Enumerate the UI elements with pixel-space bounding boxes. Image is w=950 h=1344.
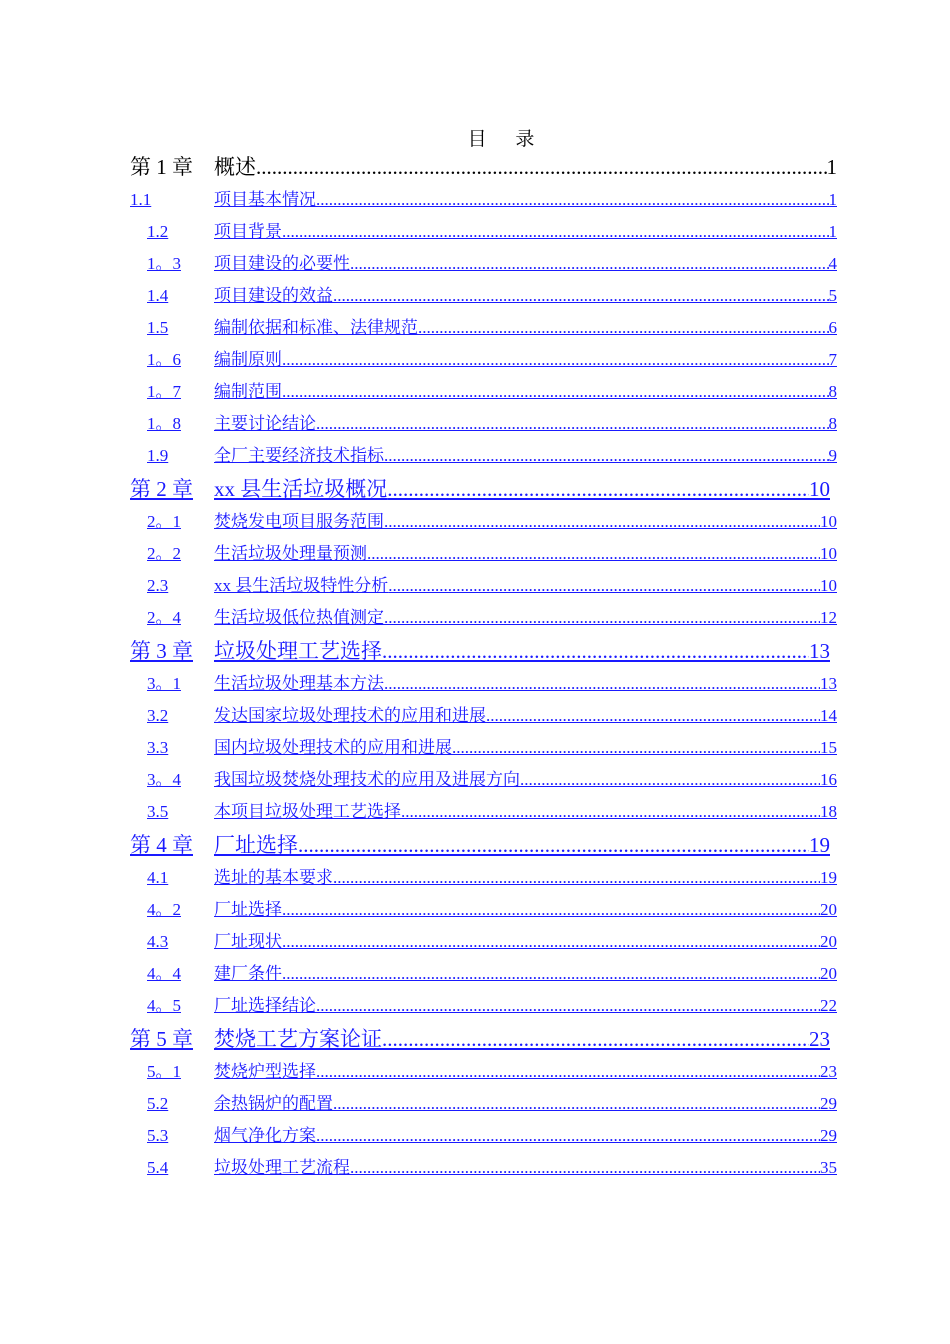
toc-section-entry[interactable] xyxy=(130,1120,837,1152)
toc-entry-label: 厂址选择 xyxy=(214,900,282,919)
toc-entry-page-number: 7 xyxy=(828,350,837,369)
dot-leader xyxy=(316,1120,820,1152)
toc-entry-label: 国内垃圾处理技术的应用和进展 xyxy=(214,738,452,757)
toc-section-entry[interactable] xyxy=(130,506,837,538)
toc-section-entry[interactable] xyxy=(130,668,837,700)
toc-entry-number: 5.3 xyxy=(147,1126,169,1145)
dot-leader xyxy=(333,280,829,312)
dot-leader xyxy=(282,958,820,990)
toc-entry-label: 主要讨论结论 xyxy=(214,414,316,433)
dot-leader xyxy=(333,862,820,894)
toc-entry-label: 建厂条件 xyxy=(214,964,282,983)
toc-entry-page-number: 29 xyxy=(820,1126,837,1145)
toc-entry-label: 余热锅炉的配置 xyxy=(214,1094,333,1113)
toc-entry-label: 编制范围 xyxy=(214,382,282,401)
dot-leader xyxy=(520,764,820,796)
toc-entry-page-number: 19 xyxy=(809,833,830,857)
dot-leader xyxy=(350,248,829,280)
toc-entry-page-number: 6 xyxy=(828,318,837,337)
toc-section-entry[interactable] xyxy=(130,732,837,764)
toc-section-entry[interactable] xyxy=(130,958,837,990)
dot-leader xyxy=(384,506,820,538)
toc-chapter-entry xyxy=(130,150,837,184)
toc-entry-page-number: 19 xyxy=(820,868,837,887)
toc-entry-label: 选址的基本要求 xyxy=(214,868,333,887)
toc-entry-page-number: 5 xyxy=(828,286,837,305)
toc-entry-label: 编制原则 xyxy=(214,350,282,369)
toc-entry-number: 第 1 章 xyxy=(130,155,193,179)
dot-leader xyxy=(401,796,820,828)
toc-entry-number: 第 3 章 xyxy=(130,639,193,663)
toc-entry-label: 本项目垃圾处理工艺选择 xyxy=(214,802,401,821)
toc-entry-number: 第 5 章 xyxy=(130,1027,193,1051)
toc-entry-label: xx 县生活垃圾特性分析 xyxy=(214,576,389,595)
toc-entry-page-number: 22 xyxy=(820,996,837,1015)
toc-entry-number: 3.3 xyxy=(147,738,169,757)
dot-leader xyxy=(486,700,820,732)
toc-section-entry[interactable] xyxy=(130,216,837,248)
toc-chapter-entry[interactable] xyxy=(130,1022,830,1056)
toc-entry-number: 2。2 xyxy=(147,544,181,563)
toc-chapter-entry[interactable] xyxy=(130,828,830,862)
toc-entry-number: 1.9 xyxy=(147,446,169,465)
dot-leader xyxy=(350,1152,820,1184)
toc-entry-label: 全厂主要经济技术指标 xyxy=(214,446,384,465)
dot-leader xyxy=(382,1022,809,1056)
toc-section-entry[interactable] xyxy=(130,312,837,344)
toc-entry-number: 3。1 xyxy=(147,674,181,693)
toc-entry-page-number: 1 xyxy=(828,222,837,241)
toc-section-entry[interactable] xyxy=(130,862,837,894)
toc-entry-label: 烟气净化方案 xyxy=(214,1126,316,1145)
toc-section-entry[interactable] xyxy=(130,280,837,312)
toc-entry-label: 我国垃圾焚烧处理技术的应用及进展方向 xyxy=(214,770,520,789)
toc-entry-label: 焚烧炉型选择 xyxy=(214,1062,316,1081)
toc-entry-page-number: 10 xyxy=(820,576,837,595)
toc-entry-number: 3.5 xyxy=(147,802,169,821)
toc-section-entry[interactable] xyxy=(130,894,837,926)
toc-entry-label: 项目背景 xyxy=(214,222,282,241)
toc-entry-number: 1。8 xyxy=(147,414,181,433)
toc-chapter-entry[interactable] xyxy=(130,472,830,506)
toc-section-entry[interactable] xyxy=(130,602,837,634)
toc-entry-label: 项目建设的必要性 xyxy=(214,254,350,273)
toc-entry-number: 1。6 xyxy=(147,350,181,369)
toc-entry-page-number: 35 xyxy=(820,1158,837,1177)
toc-chapter-entry[interactable] xyxy=(130,634,830,668)
toc-entry-page-number: 10 xyxy=(820,544,837,563)
toc-entry-number: 3。4 xyxy=(147,770,181,789)
toc-entry-label: 编制依据和标准、法律规范 xyxy=(214,318,418,337)
toc-entry-page-number: 1 xyxy=(828,190,837,209)
dot-leader xyxy=(282,344,829,376)
toc-section-entry[interactable] xyxy=(130,1056,837,1088)
dot-leader xyxy=(282,894,820,926)
toc-entry-page-number: 1 xyxy=(826,155,837,179)
toc-entry-page-number: 23 xyxy=(820,1062,837,1081)
dot-leader xyxy=(387,472,809,506)
dot-leader xyxy=(298,828,809,862)
toc-section-entry[interactable] xyxy=(130,764,837,796)
toc-entry-label: 生活垃圾低位热值测定 xyxy=(214,608,384,627)
toc-title: 目 录 xyxy=(467,129,547,150)
toc-entry-number: 1.1 xyxy=(130,190,152,209)
toc-entry-page-number: 20 xyxy=(820,900,837,919)
toc-entry-label: 发达国家垃圾处理技术的应用和进展 xyxy=(214,706,486,725)
dot-leader xyxy=(384,668,820,700)
toc-section-entry[interactable] xyxy=(130,248,837,280)
toc-entry-label: 厂址选择 xyxy=(214,833,298,857)
dot-leader xyxy=(282,926,820,958)
toc-entry-page-number: 15 xyxy=(820,738,837,757)
toc-entry-number: 4。5 xyxy=(147,996,181,1015)
toc-entry-label: 生活垃圾处理量预测 xyxy=(214,544,367,563)
toc-entry-number: 5.2 xyxy=(147,1094,169,1113)
toc-entry-page-number: 9 xyxy=(828,446,837,465)
toc-section-entry[interactable] xyxy=(130,344,837,376)
toc-entry-label: 厂址现状 xyxy=(214,932,282,951)
toc-section-entry[interactable] xyxy=(130,1152,837,1184)
toc-section-entry[interactable] xyxy=(130,408,837,440)
toc-entry-label: 焚烧工艺方案论证 xyxy=(214,1027,382,1051)
toc-entry-label: 项目建设的效益 xyxy=(214,286,333,305)
dot-leader xyxy=(367,538,820,570)
dot-leader xyxy=(384,440,829,472)
toc-entry-number: 1.5 xyxy=(147,318,169,337)
dot-leader xyxy=(282,216,829,248)
toc-section-entry[interactable] xyxy=(130,1088,837,1120)
dot-leader xyxy=(388,570,820,602)
toc-entry-label: 垃圾处理工艺选择 xyxy=(214,639,382,663)
toc-entry-label: xx 县生活垃圾概况 xyxy=(214,477,388,501)
toc-entry-number: 5。1 xyxy=(147,1062,181,1081)
toc-entry-number: 4.3 xyxy=(147,932,169,951)
toc-entry-label: 垃圾处理工艺流程 xyxy=(214,1158,350,1177)
toc-entry-number: 第 4 章 xyxy=(130,833,193,857)
dot-leader xyxy=(256,150,827,184)
toc-entry-number: 5.4 xyxy=(147,1158,169,1177)
toc-section-entry[interactable] xyxy=(130,926,837,958)
toc-entry-page-number: 20 xyxy=(820,964,837,983)
toc-entry-number: 1.2 xyxy=(147,222,169,241)
toc-entry-page-number: 20 xyxy=(820,932,837,951)
toc-section-entry[interactable] xyxy=(130,796,837,828)
toc-entry-page-number: 29 xyxy=(820,1094,837,1113)
toc-entry-label: 厂址选择结论 xyxy=(214,996,316,1015)
toc-entry-page-number: 4 xyxy=(828,254,837,273)
toc-section-entry[interactable] xyxy=(130,990,837,1022)
toc-entry-page-number: 16 xyxy=(820,770,837,789)
toc-section-entry[interactable] xyxy=(130,538,837,570)
dot-leader xyxy=(282,376,829,408)
dot-leader xyxy=(316,184,829,216)
toc-entry-label: 项目基本情况 xyxy=(214,190,316,209)
dot-leader xyxy=(382,634,809,668)
toc-section-entry[interactable] xyxy=(130,376,837,408)
toc-entry-page-number: 10 xyxy=(820,512,837,531)
toc-section-entry[interactable] xyxy=(130,440,837,472)
toc-entry-number: 2.3 xyxy=(147,576,169,595)
dot-leader xyxy=(384,602,820,634)
dot-leader xyxy=(316,990,820,1022)
dot-leader xyxy=(316,1056,820,1088)
table-of-contents xyxy=(130,150,837,1184)
toc-entry-number: 4。4 xyxy=(147,964,181,983)
dot-leader xyxy=(452,732,820,764)
toc-entry-number: 1。7 xyxy=(147,382,181,401)
dot-leader xyxy=(333,1088,820,1120)
toc-entry-page-number: 23 xyxy=(809,1027,830,1051)
toc-entry-page-number: 10 xyxy=(809,477,830,501)
toc-entry-page-number: 13 xyxy=(809,639,830,663)
toc-entry-number: 4.1 xyxy=(147,868,169,887)
toc-entry-page-number: 14 xyxy=(820,706,837,725)
toc-entry-number: 2。4 xyxy=(147,608,181,627)
toc-entry-label: 概述 xyxy=(214,155,256,179)
toc-entry-label: 焚烧发电项目服务范围 xyxy=(214,512,384,531)
toc-entry-number: 第 2 章 xyxy=(130,477,193,501)
toc-entry-number: 2。1 xyxy=(147,512,181,531)
toc-entry-number: 4。2 xyxy=(147,900,181,919)
toc-entry-page-number: 8 xyxy=(828,382,837,401)
toc-entry-page-number: 12 xyxy=(820,608,837,627)
toc-entry-page-number: 8 xyxy=(828,414,837,433)
toc-section-entry[interactable] xyxy=(130,184,837,216)
toc-entry-number: 1.4 xyxy=(147,286,169,305)
toc-entry-number: 3.2 xyxy=(147,706,169,725)
toc-entry-number: 1。3 xyxy=(147,254,181,273)
toc-entry-label: 生活垃圾处理基本方法 xyxy=(214,674,384,693)
dot-leader xyxy=(316,408,829,440)
toc-section-entry[interactable] xyxy=(130,570,837,602)
dot-leader xyxy=(418,312,829,344)
toc-section-entry[interactable] xyxy=(130,700,837,732)
toc-entry-page-number: 13 xyxy=(820,674,837,693)
toc-entry-page-number: 18 xyxy=(820,802,837,821)
